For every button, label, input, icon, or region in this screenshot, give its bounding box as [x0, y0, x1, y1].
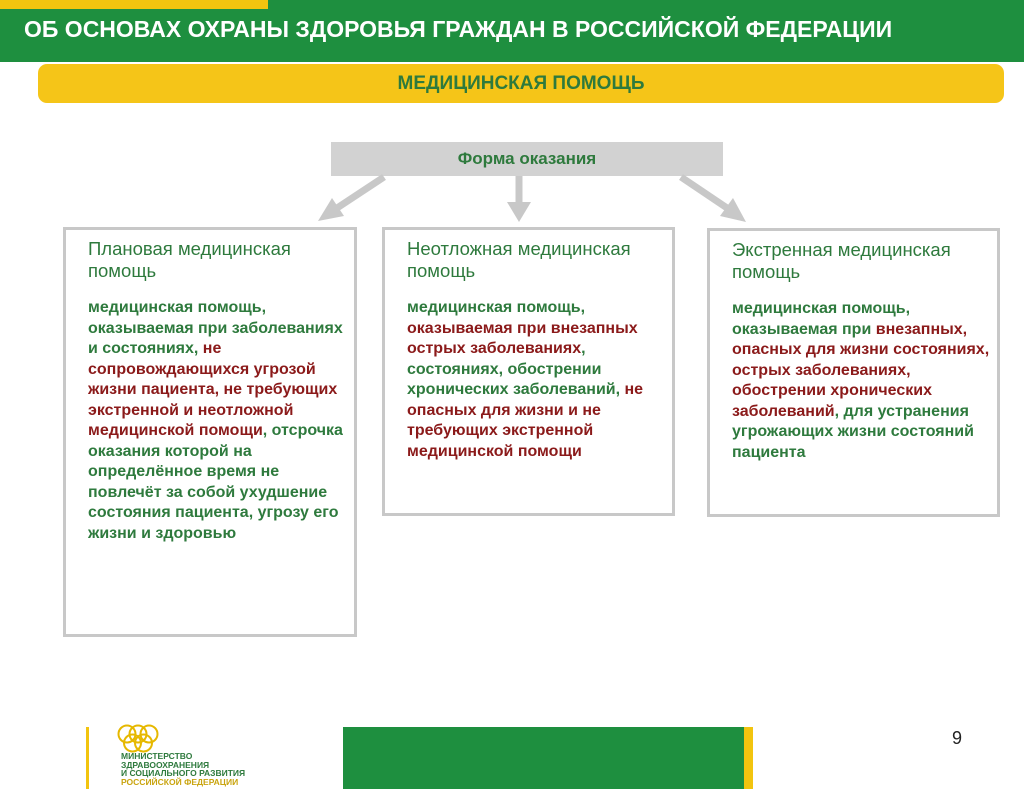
- definition-highlight: не опасных для жизни и не требующих экстренной медицинской помощи: [407, 381, 644, 460]
- definition-text: , состояниях, обострении хронических заболеваний,: [407, 340, 625, 398]
- card-title: Плановая медицинская помощь: [88, 238, 291, 281]
- definition-highlight: внезапных, опасных для жизни состояниях, острых заболеваниях, обострении хронических заболеваний: [732, 320, 990, 420]
- definition-highlight: не сопровождающихся угрозой жизни пациента, не требующих экстренной и неотложной медицинской помощи: [88, 340, 338, 439]
- card-definition: [732, 299, 997, 463]
- arrow-left: [318, 177, 384, 221]
- arrow-right: [681, 177, 746, 222]
- card-definition: [407, 298, 672, 462]
- definition-text: , отсрочка оказания которой на определённое время не повлечёт за собой ухудшение состояния пациента, угрозу его жизни и здоровью: [88, 422, 343, 542]
- logo-line: МИНИСТЕРСТВО: [121, 751, 193, 761]
- logo-line: ЗДРАВООХРАНЕНИЯ: [121, 759, 210, 770]
- arrow-center: [507, 176, 531, 222]
- section-title: МЕДИЦИНСКАЯ ПОМОЩЬ: [397, 72, 645, 94]
- definition-highlight: оказываемая при внезапных острых заболеваниях: [407, 319, 638, 357]
- definition-text: медицинская помощь, оказываемая при: [732, 300, 911, 338]
- ministry-name: [121, 752, 245, 786]
- page-number: 9: [952, 728, 963, 748]
- definition-text: медицинская помощь, оказываемая при заболеваниях и состояниях,: [88, 299, 343, 357]
- card-title: Неотложная медицинская помощь: [407, 238, 631, 281]
- logo-line: И СОЦИАЛЬНОГО РАЗВИТИЯ: [121, 768, 246, 778]
- slide-title: ОБ ОСНОВАХ ОХРАНЫ ЗДОРОВЬЯ ГРАЖДАН В РОССИЙСКОЙ ФЕДЕРАЦИИ: [24, 16, 893, 42]
- card-title: Экстренная медицинская помощь: [732, 239, 951, 282]
- definition-text: медицинская помощь,: [407, 299, 586, 316]
- footer-yellow-stripe: [744, 727, 753, 789]
- card-emergency-care: [707, 228, 1000, 517]
- card-definition: [88, 298, 354, 544]
- card-urgent-care: [382, 227, 675, 516]
- definition-text: , для устранения угрожающих жизни состояний пациента: [732, 402, 974, 461]
- footer-green-block: [343, 727, 744, 789]
- card-planned-care: [63, 227, 357, 637]
- logo-line: РОССИЙСКОЙ ФЕДЕРАЦИИ: [121, 776, 239, 787]
- form-of-care-label: Форма оказания: [457, 149, 597, 168]
- footer-divider: [86, 727, 89, 789]
